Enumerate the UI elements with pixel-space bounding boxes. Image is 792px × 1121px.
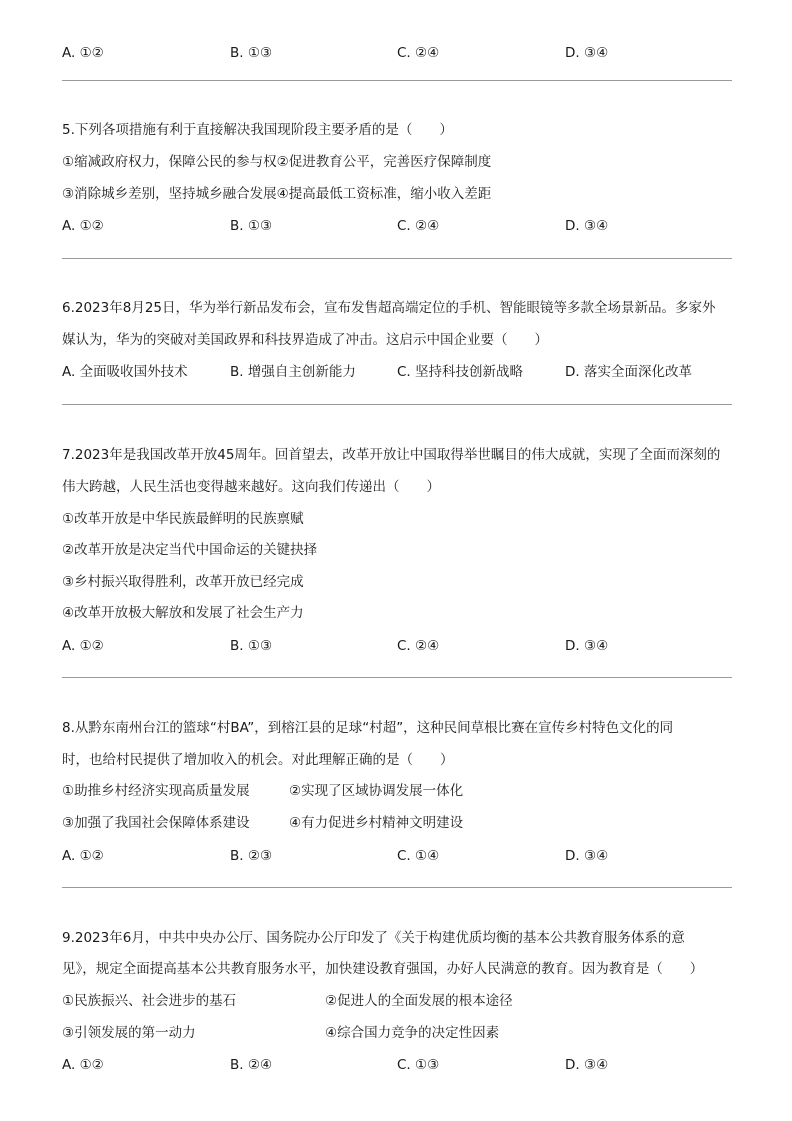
q8-option-c: C. ①④ <box>397 848 440 864</box>
q9-item-2: ②促进人的全面发展的根本途径 <box>325 993 513 1009</box>
q5-stem: 5.下列各项措施有利于直接解决我国现阶段主要矛盾的是（ ） <box>62 122 453 138</box>
separator <box>62 404 732 405</box>
q8-option-d: D. ③④ <box>565 848 609 864</box>
q9-item-1: ①民族振兴、社会进步的基石 <box>62 993 237 1009</box>
separator <box>62 258 732 259</box>
q7-option-c: C. ②④ <box>397 638 440 654</box>
q9-item-4: ④综合国力竞争的决定性因素 <box>325 1025 500 1041</box>
q9-options <box>62 1056 662 1074</box>
q6-options <box>62 363 692 381</box>
q8-option-b: B. ②③ <box>230 848 273 864</box>
q5-option-c: C. ②④ <box>397 218 440 234</box>
q4-options <box>62 44 662 62</box>
q5-option-d: D. ③④ <box>565 218 609 234</box>
q9-option-c: C. ①③ <box>397 1057 440 1073</box>
q7-stem-line-2: 伟大跨越，人民生活也变得越来越好。这向我们传递出（ ） <box>62 479 440 495</box>
q8-item-2: ②实现了区域协调发展一体化 <box>289 783 464 799</box>
q9-option-b: B. ②④ <box>230 1057 273 1073</box>
q5-options <box>62 217 662 235</box>
q4-option-c: C. ②④ <box>397 45 440 61</box>
q9-items-row-1 <box>62 992 702 1010</box>
q6-option-a: A. 全面吸收国外技术 <box>62 364 188 380</box>
q6-option-b: B. 增强自主创新能力 <box>230 364 356 380</box>
q9-stem-line-1: 9.2023年6月，中共中央办公厅、国务院办公厅印发了《关于构建优质均衡的基本公共教育服务体系的意 <box>62 930 685 946</box>
q8-item-4: ④有力促进乡村精神文明建设 <box>289 815 464 831</box>
q8-stem-line-1: 8.从黔东南州台江的篮球“村BA”，到榕江县的足球“村超”，这种民间草根比赛在宣传乡村特色文化的同 <box>62 720 674 736</box>
q8-options <box>62 847 662 865</box>
separator <box>62 887 732 888</box>
q7-stem-line-1: 7.2023年是我国改革开放45周年。回首望去，改革开放让中国取得举世瞩目的伟大成就，实现了全面而深刻的 <box>62 447 721 463</box>
q8-stem-line-2: 时，也给村民提供了增加收入的机会。对此理解正确的是（ ） <box>62 752 454 768</box>
q7-item-4: ④改革开放极大解放和发展了社会生产力 <box>62 605 304 621</box>
q7-item-2: ②改革开放是决定当代中国命运的关键抉择 <box>62 542 318 558</box>
q6-option-c: C. 坚持科技创新战略 <box>397 364 524 380</box>
q5-option-b: B. ①③ <box>230 218 273 234</box>
q9-option-a: A. ①② <box>62 1057 104 1073</box>
q5-item-1-2: ①缩减政府权力，保障公民的参与权②促进教育公平，完善医疗保障制度 <box>62 154 492 170</box>
q5-item-3-4: ③消除城乡差别，坚持城乡融合发展④提高最低工资标准，缩小收入差距 <box>62 186 492 202</box>
q7-options <box>62 637 662 655</box>
q8-option-a: A. ①② <box>62 848 104 864</box>
q5-option-a: A. ①② <box>62 218 104 234</box>
q8-items-row-1 <box>62 782 702 800</box>
q8-item-1: ①助推乡村经济实现高质量发展 <box>62 783 250 799</box>
q6-stem-line-1: 6.2023年8月25日，华为举行新品发布会，宣布发售超高端定位的手机、智能眼镜等多款全场景新品。多家外 <box>62 300 716 316</box>
q7-item-3: ③乡村振兴取得胜利，改革开放已经完成 <box>62 574 304 590</box>
q4-option-a: A. ①② <box>62 45 104 61</box>
separator <box>62 80 732 81</box>
q7-option-a: A. ①② <box>62 638 104 654</box>
q8-items-row-2 <box>62 814 702 832</box>
q9-stem-line-2: 见》，规定全面提高基本公共教育服务水平，加快建设教育强国，办好人民满意的教育。因为教育是（ ） <box>62 961 704 977</box>
q7-option-d: D. ③④ <box>565 638 609 654</box>
q9-option-d: D. ③④ <box>565 1057 609 1073</box>
q9-item-3: ③引领发展的第一动力 <box>62 1025 196 1041</box>
q6-option-d: D. 落实全面深化改革 <box>565 364 692 380</box>
q4-option-b: B. ①③ <box>230 45 273 61</box>
q8-item-3: ③加强了我国社会保障体系建设 <box>62 815 250 831</box>
q4-option-d: D. ③④ <box>565 45 609 61</box>
q7-option-b: B. ①③ <box>230 638 273 654</box>
q7-item-1: ①改革开放是中华民族最鲜明的民族禀赋 <box>62 511 304 527</box>
separator <box>62 677 732 678</box>
q9-items-row-2 <box>62 1024 702 1042</box>
q6-stem-line-2: 媒认为，华为的突破对美国政界和科技界造成了冲击。这启示中国企业要（ ） <box>62 332 548 348</box>
